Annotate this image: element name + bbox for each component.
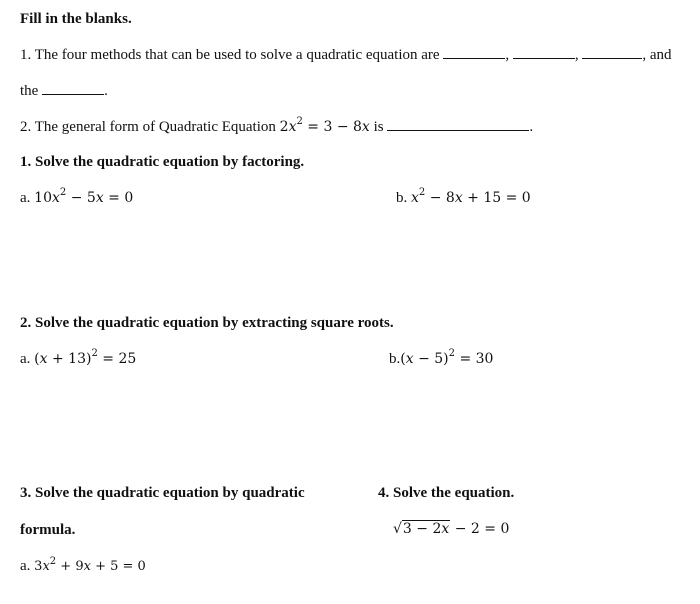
- section-2-item-b: $b.(x - 5)^2 = 30$: [389, 348, 494, 367]
- fill-question-2-text: 2. The general form of Quadratic Equation: [20, 119, 276, 135]
- blank-1-sep: ,: [505, 47, 510, 63]
- section-1-item-a: a. $10x^2 - 5x = 0$: [20, 187, 134, 206]
- blank-3[interactable]: [582, 46, 642, 59]
- fill-question-1-cont: [20, 82, 108, 100]
- blank-4-period: .: [104, 83, 108, 99]
- section-3-item-a: a. $3x^2 + 9x + 5 = 0$: [20, 555, 146, 574]
- section-2-item-a: a. $(x + 13)^2 = 25$: [20, 348, 137, 367]
- fill-question-1-the: the: [20, 83, 39, 99]
- section-1-equation-b: $x^2 - 8x + 15 = 0$: [411, 187, 531, 206]
- blank-3-and: , and: [642, 47, 672, 63]
- radical-sign: √: [393, 521, 402, 537]
- section-1-item-b: b. $x^2 - 8x + 15 = 0$: [396, 187, 531, 206]
- section-1-equation-a: $10x^2 - 5x = 0$: [34, 187, 134, 206]
- section-1-heading: 1. Solve the quadratic equation by factoring.: [20, 154, 305, 170]
- blank-5[interactable]: [387, 118, 529, 131]
- section-3-heading-cont: formula.: [20, 522, 76, 538]
- blank-1[interactable]: [443, 46, 505, 59]
- blank-2[interactable]: [513, 46, 575, 59]
- radicand: 3 − 2x: [402, 521, 450, 537]
- blank-2-sep: ,: [574, 47, 579, 63]
- section-4-equation: √3 − 2x − 2 = 0: [393, 521, 510, 537]
- blank-5-period: .: [529, 119, 534, 135]
- section-2-heading: 2. Solve the quadratic equation by extracting square roots.: [20, 315, 394, 331]
- blank-4[interactable]: [42, 82, 104, 95]
- fill-question-2: 2. The general form of Quadratic Equation $2x^2 = 3 - 8x$ is .: [20, 116, 534, 135]
- general-form-equation: $2x^2 = 3 - 8x$: [279, 116, 370, 135]
- section-3-heading: 3. Solve the quadratic equation by quadratic: [20, 485, 305, 501]
- page-title: Fill in the blanks.: [20, 11, 132, 27]
- fill-question-1-text: 1. The four methods that can be used to solve a quadratic equation are: [20, 47, 440, 63]
- section-3-equation-a: $3x^2 + 9x + 5 = 0$: [34, 555, 146, 574]
- fill-question-1: [20, 46, 672, 64]
- section-4-heading: 4. Solve the equation.: [378, 485, 515, 501]
- section-2-equation-b: $(x - 5)^2 = 30$: [400, 348, 494, 367]
- section-2-equation-a: $(x + 13)^2 = 25$: [34, 348, 137, 367]
